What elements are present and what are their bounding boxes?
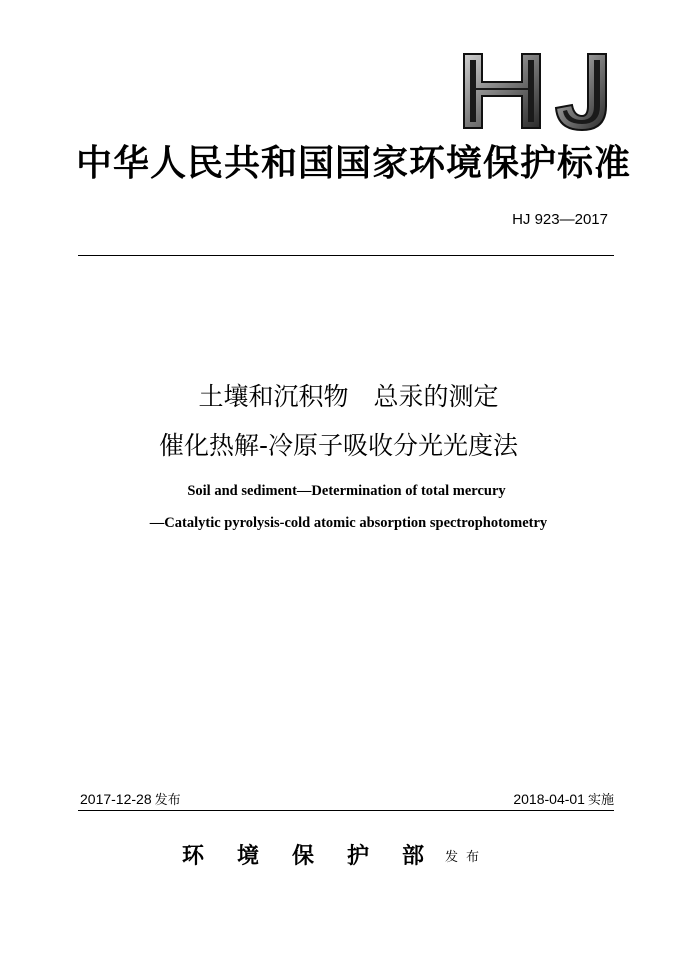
english-title-line-2: —Catalytic pyrolysis-cold atomic absorption spectrophotometry <box>149 515 548 531</box>
logo-letter-j <box>556 54 606 130</box>
issuer-block <box>182 836 487 880</box>
issuer-action: 发布 <box>445 850 488 865</box>
footer-divider <box>78 810 614 811</box>
hj-logo <box>462 48 614 134</box>
issue-date: 2017-12-28 <box>80 791 152 807</box>
logo-letter-h <box>464 54 540 128</box>
standard-category-title: 中华人民共和国国家环境保护标准 <box>76 142 632 184</box>
english-title-line-1: Soil and sediment—Determination of total mercury <box>187 483 506 499</box>
implement-date-block <box>513 790 614 810</box>
header-divider <box>78 255 614 256</box>
issuer-name: 环境保护部 <box>182 843 458 869</box>
implement-label: 实施 <box>587 793 614 808</box>
implement-date: 2018-04-01 <box>513 791 585 807</box>
standard-number: HJ 923—2017 <box>512 211 608 228</box>
issue-label: 发布 <box>154 793 181 808</box>
issue-date-block <box>80 790 181 810</box>
chinese-title-line-1: 土壤和沉积物 总汞的测定 <box>198 382 499 411</box>
chinese-title-line-2: 催化热解-冷原子吸收分光光度法 <box>158 431 519 460</box>
